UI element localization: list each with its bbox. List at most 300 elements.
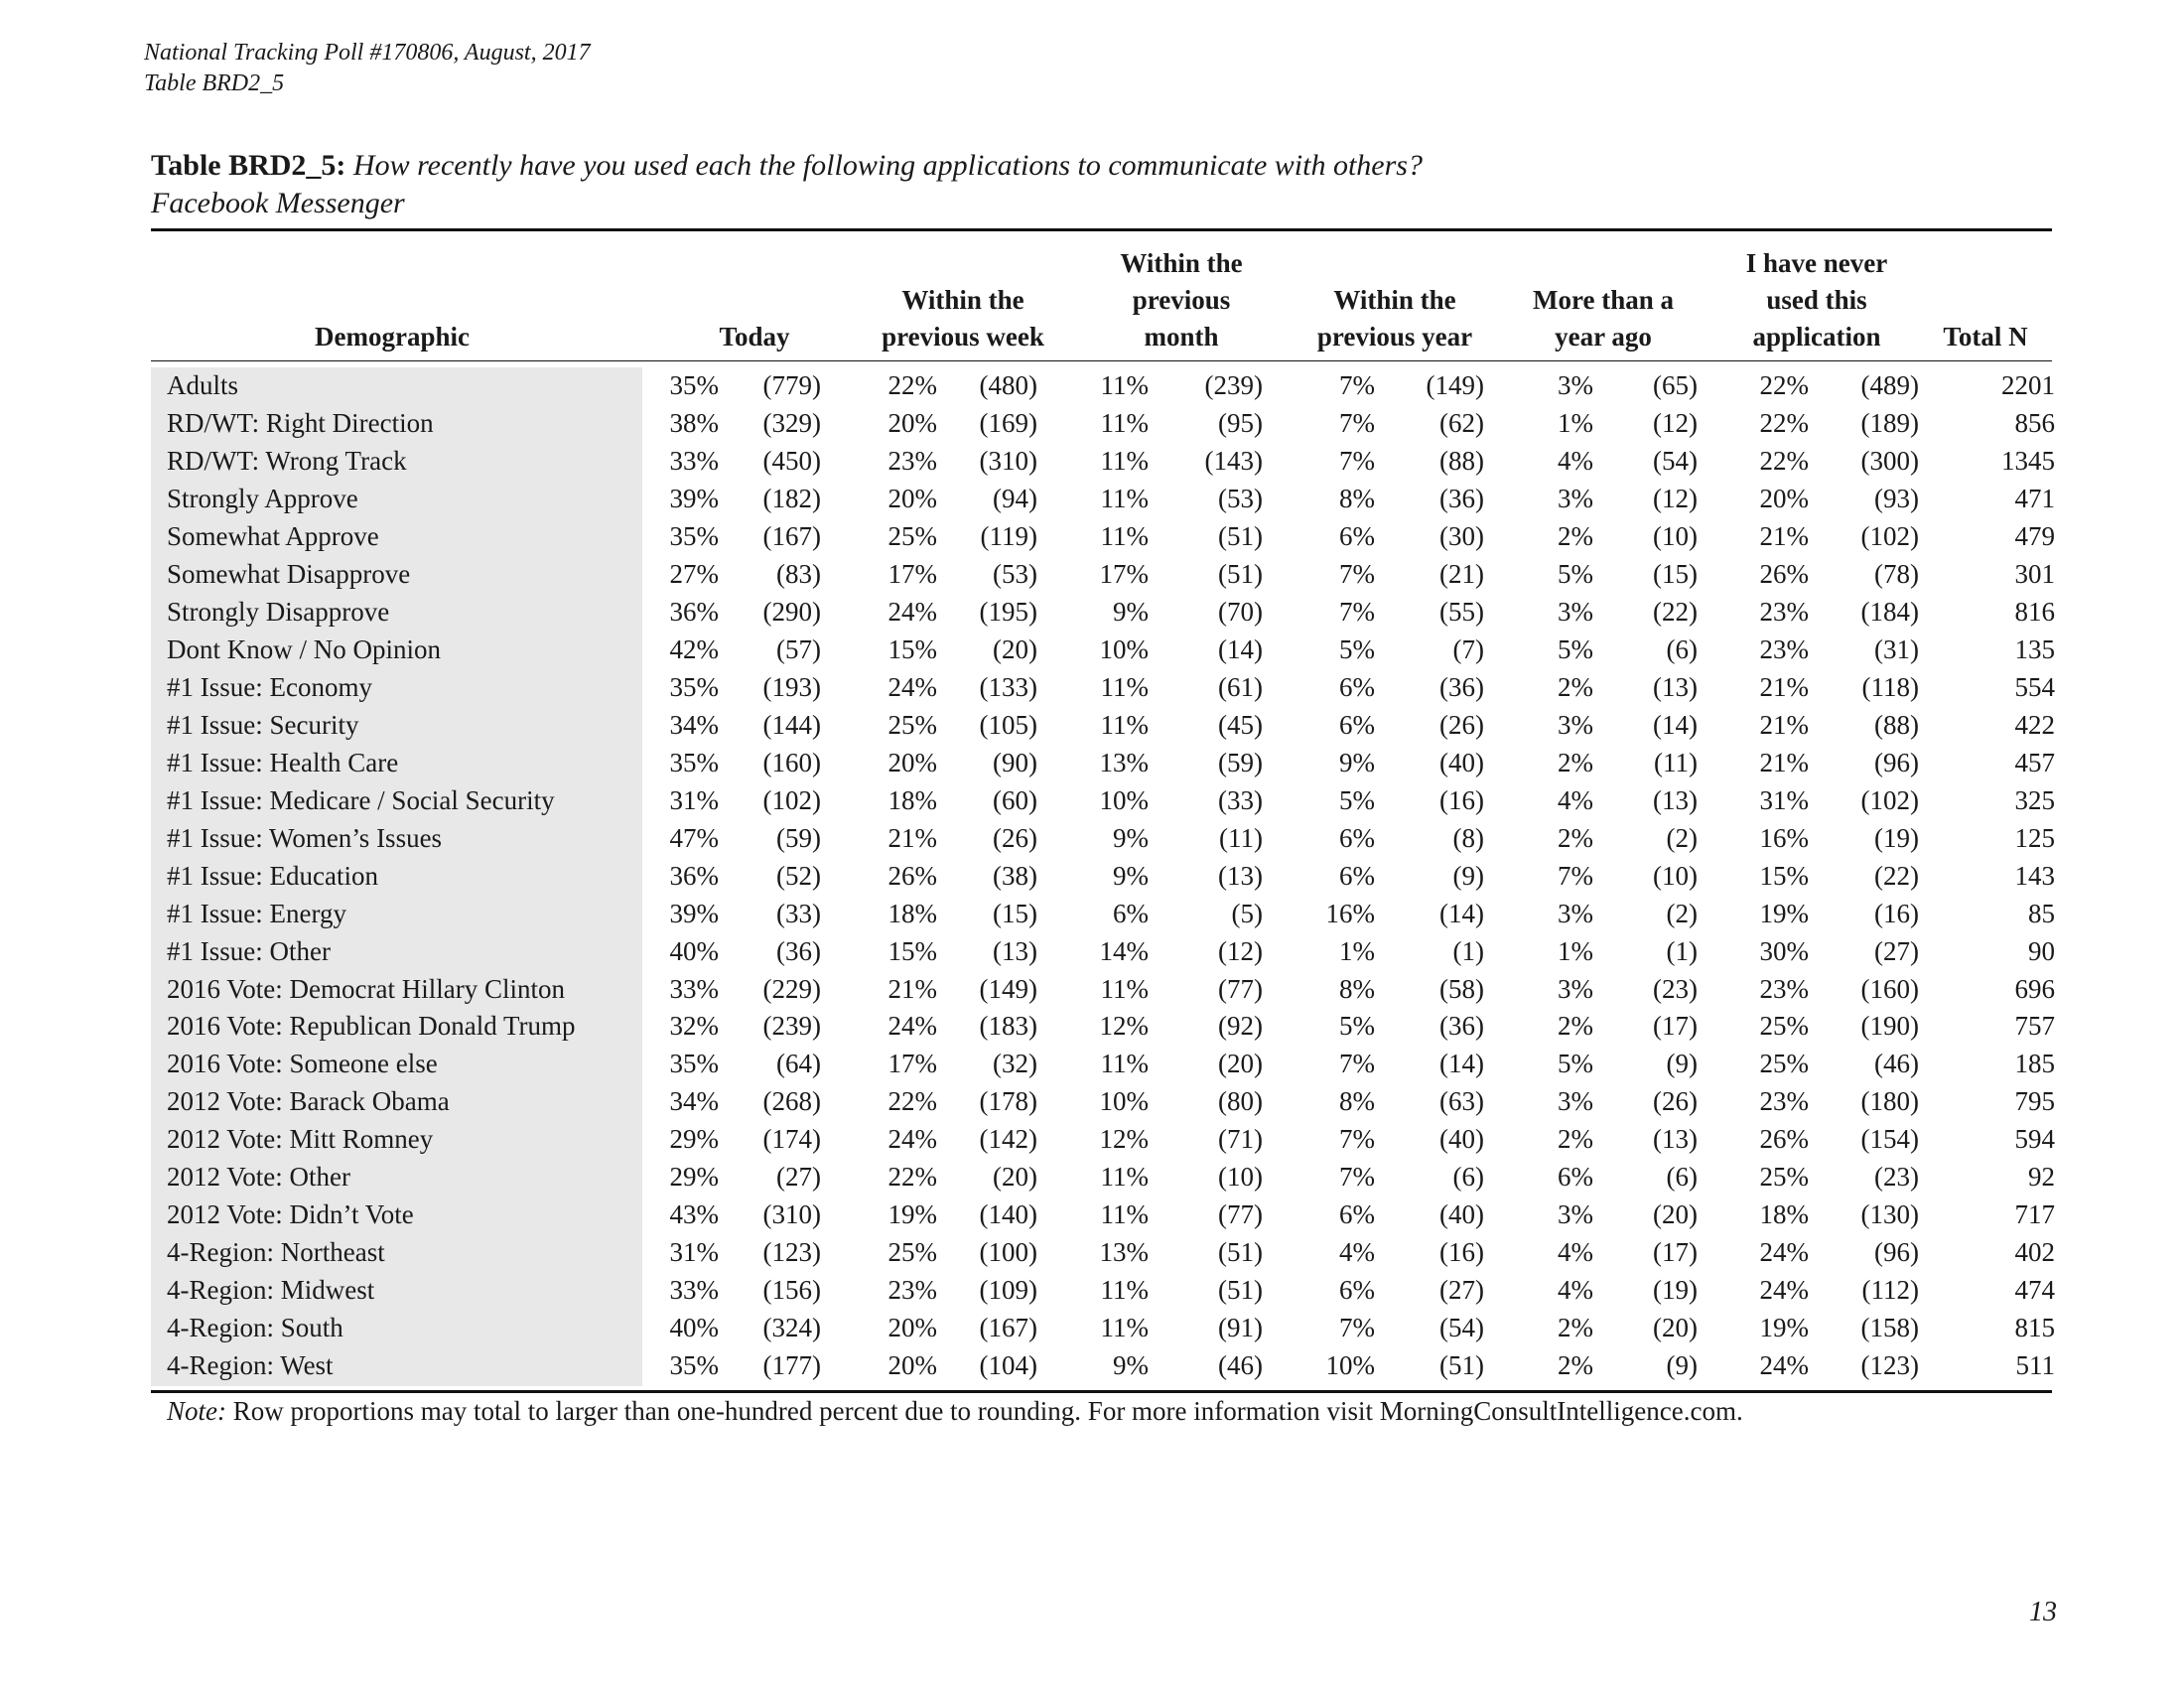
cell-count: (51) [1218,1275,1263,1306]
cell-count: (32) [993,1049,1037,1079]
cell-count: (27) [1874,935,1919,966]
header-previous-month: Within the previous month [1120,248,1243,352]
cell-percent: 4% [1339,1237,1375,1268]
cell-percent: 7% [1339,445,1375,476]
cell-count: (6) [1666,633,1698,664]
cell-count: (20) [993,633,1037,664]
cell-total-n: 125 [2014,822,2055,853]
cell-percent: 36% [669,860,719,891]
table-row [151,896,2055,933]
cell-count: (1) [1666,935,1698,966]
cell-percent: 4% [1558,445,1593,476]
top-rule [151,228,2052,231]
cell-count: (14) [1439,898,1484,928]
cell-count: (19) [1874,822,1919,853]
cell-count: (90) [993,747,1037,777]
cell-count: (40) [1439,1199,1484,1230]
cell-percent: 11% [1100,483,1149,513]
cell-count: (70) [1218,596,1263,627]
table-row [151,1234,2055,1272]
row-demographic: 4-Region: Midwest [167,1275,375,1306]
cell-count: (167) [762,520,821,551]
table-row [151,1046,2055,1083]
row-demographic: 2016 Vote: Someone else [167,1049,438,1079]
cell-percent: 7% [1339,1162,1375,1193]
cell-percent: 18% [1759,1199,1809,1230]
cell-count: (36) [1439,1011,1484,1042]
cell-count: (22) [1874,860,1919,891]
cell-count: (13) [1218,860,1263,891]
cell-percent: 43% [669,1199,719,1230]
cell-percent: 38% [669,407,719,438]
row-demographic: #1 Issue: Energy [167,898,346,928]
footnote [167,1393,1743,1429]
cell-percent: 20% [1759,483,1809,513]
cell-count: (195) [979,596,1037,627]
cell-count: (102) [1860,520,1919,551]
cell-count: (9) [1666,1049,1698,1079]
cell-total-n: 135 [2014,633,2055,664]
cell-total-n: 594 [2014,1124,2055,1155]
cell-percent: 30% [1759,935,1809,966]
cell-percent: 39% [669,898,719,928]
cell-percent: 2% [1558,822,1593,853]
table-row [151,707,2055,745]
cell-percent: 10% [1099,784,1149,815]
cell-count: (184) [1860,596,1919,627]
cell-count: (62) [1439,407,1484,438]
row-demographic: 2012 Vote: Barack Obama [167,1086,450,1117]
cell-percent: 14% [1099,935,1149,966]
cell-percent: 35% [669,747,719,777]
cell-count: (102) [762,784,821,815]
row-demographic: #1 Issue: Other [167,935,331,966]
header-today: Today [719,322,790,352]
cell-count: (38) [993,860,1037,891]
cell-count: (177) [762,1350,821,1381]
row-demographic: #1 Issue: Women’s Issues [167,822,443,853]
cell-count: (20) [1218,1049,1263,1079]
cell-count: (109) [979,1275,1037,1306]
cell-percent: 1% [1558,935,1593,966]
table-row [151,782,2055,820]
cell-total-n: 554 [2014,671,2055,702]
cell-count: (144) [762,709,821,740]
row-demographic: Dont Know / No Opinion [167,633,441,664]
cell-count: (51) [1218,1237,1263,1268]
cell-count: (36) [1439,483,1484,513]
cell-percent: 42% [669,633,719,664]
cell-count: (2) [1666,822,1698,853]
cell-percent: 17% [1099,558,1149,589]
cell-count: (10) [1653,520,1698,551]
cell-percent: 16% [1325,898,1375,928]
cell-total-n: 2201 [2001,370,2055,400]
cell-count: (20) [1653,1313,1698,1343]
cell-percent: 29% [669,1124,719,1155]
cell-percent: 16% [1759,822,1809,853]
cell-percent: 7% [1558,860,1593,891]
cell-percent: 3% [1558,370,1593,400]
cell-count: (88) [1439,445,1484,476]
cell-count: (102) [1860,784,1919,815]
row-demographic: 2016 Vote: Republican Donald Trump [167,1011,576,1042]
cell-count: (45) [1218,709,1263,740]
cell-percent: 25% [1759,1011,1809,1042]
cell-count: (329) [762,407,821,438]
table-row [151,443,2055,481]
cell-count: (324) [762,1313,821,1343]
table-row [151,971,2055,1009]
cell-percent: 25% [1759,1049,1809,1079]
cell-percent: 18% [887,784,937,815]
cell-percent: 11% [1100,370,1149,400]
cell-count: (54) [1439,1313,1484,1343]
cell-percent: 23% [887,1275,937,1306]
cell-count: (65) [1653,370,1698,400]
cell-percent: 17% [887,558,937,589]
cell-count: (11) [1654,747,1698,777]
cell-percent: 2% [1558,747,1593,777]
cell-count: (53) [1218,483,1263,513]
cell-percent: 2% [1558,1124,1593,1155]
cell-count: (160) [762,747,821,777]
cell-percent: 4% [1558,784,1593,815]
cell-count: (178) [979,1086,1037,1117]
table-row [151,594,2055,632]
header-rule [151,360,2052,361]
cell-count: (21) [1439,558,1484,589]
cell-count: (149) [1426,370,1484,400]
table-row [151,632,2055,669]
cell-percent: 9% [1113,860,1149,891]
cell-percent: 12% [1099,1011,1149,1042]
cell-count: (59) [776,822,821,853]
table-row [151,481,2055,518]
cell-percent: 3% [1558,483,1593,513]
cell-count: (310) [762,1199,821,1230]
cell-count: (5) [1231,898,1263,928]
cell-percent: 6% [1339,822,1375,853]
row-demographic: #1 Issue: Health Care [167,747,399,777]
cell-count: (480) [979,370,1037,400]
cell-percent: 8% [1339,1086,1375,1117]
cell-count: (17) [1653,1011,1698,1042]
cell-percent: 6% [1558,1162,1593,1193]
cell-percent: 6% [1339,671,1375,702]
cell-count: (160) [1860,973,1919,1004]
cell-percent: 22% [887,1162,937,1193]
cell-percent: 9% [1113,1350,1149,1381]
cell-count: (91) [1218,1313,1263,1343]
cell-count: (13) [993,935,1037,966]
cell-count: (167) [979,1313,1037,1343]
cell-percent: 24% [887,1011,937,1042]
cell-percent: 5% [1558,633,1593,664]
cell-count: (180) [1860,1086,1919,1117]
cell-count: (40) [1439,747,1484,777]
cell-percent: 33% [669,1275,719,1306]
cell-count: (22) [1653,596,1698,627]
cell-count: (100) [979,1237,1037,1268]
cell-percent: 11% [1100,1199,1149,1230]
row-demographic: Strongly Approve [167,483,358,513]
cell-total-n: 325 [2014,784,2055,815]
cell-percent: 6% [1339,520,1375,551]
cell-count: (229) [762,973,821,1004]
cell-total-n: 457 [2014,747,2055,777]
cell-count: (149) [979,973,1037,1004]
cell-percent: 11% [1100,973,1149,1004]
cell-total-n: 402 [2014,1237,2055,1268]
cell-total-n: 717 [2014,1199,2055,1230]
cell-percent: 3% [1558,1086,1593,1117]
table-title-label: Table BRD2_5: [151,149,346,182]
cell-total-n: 471 [2014,483,2055,513]
cell-total-n: 185 [2014,1049,2055,1079]
table-row [151,745,2055,782]
header-previous-week: Within the previous week [882,285,1044,352]
row-demographic: #1 Issue: Medicare / Social Security [167,784,555,815]
cell-percent: 23% [1759,973,1809,1004]
cell-percent: 20% [887,1350,937,1381]
cell-percent: 13% [1099,747,1149,777]
cell-total-n: 511 [2015,1350,2055,1381]
cell-count: (15) [1653,558,1698,589]
cell-total-n: 92 [2028,1162,2055,1193]
cell-percent: 7% [1339,558,1375,589]
cell-percent: 11% [1100,709,1149,740]
cell-percent: 34% [669,709,719,740]
table-row [151,1310,2055,1347]
cell-percent: 33% [669,973,719,1004]
cell-count: (15) [993,898,1037,928]
row-demographic: Somewhat Disapprove [167,558,411,589]
cell-total-n: 301 [2014,558,2055,589]
cell-percent: 9% [1113,822,1149,853]
cell-percent: 15% [887,633,937,664]
cell-count: (112) [1861,1275,1919,1306]
cell-percent: 23% [1759,1086,1809,1117]
cell-percent: 1% [1339,935,1375,966]
cell-count: (23) [1874,1162,1919,1193]
cell-count: (9) [1666,1350,1698,1381]
cell-count: (193) [762,671,821,702]
cell-count: (268) [762,1086,821,1117]
cell-percent: 10% [1325,1350,1375,1381]
cell-percent: 31% [1759,784,1809,815]
table-row [151,669,2055,707]
cell-percent: 7% [1339,596,1375,627]
cell-count: (93) [1874,483,1919,513]
cell-percent: 10% [1099,1086,1149,1117]
cell-count: (54) [1653,445,1698,476]
cell-count: (12) [1653,407,1698,438]
cell-count: (57) [776,633,821,664]
cell-total-n: 422 [2014,709,2055,740]
cell-count: (16) [1439,784,1484,815]
cell-percent: 35% [669,1350,719,1381]
header-year-ago: More than a year ago [1533,285,1674,352]
table-row [151,1159,2055,1196]
cell-percent: 35% [669,671,719,702]
cell-percent: 3% [1558,898,1593,928]
cell-count: (119) [980,520,1037,551]
cell-percent: 25% [887,1237,937,1268]
cell-percent: 24% [887,671,937,702]
cell-percent: 7% [1339,1049,1375,1079]
cell-total-n: 856 [2014,407,2055,438]
cell-percent: 3% [1558,1199,1593,1230]
cell-count: (489) [1860,370,1919,400]
cell-count: (156) [762,1275,821,1306]
cell-percent: 7% [1339,407,1375,438]
cell-count: (133) [979,671,1037,702]
cell-percent: 5% [1339,1011,1375,1042]
cell-count: (154) [1860,1124,1919,1155]
page-number: 13 [2029,1597,2057,1627]
cell-count: (51) [1218,558,1263,589]
cell-count: (51) [1218,520,1263,551]
cell-percent: 3% [1558,709,1593,740]
cell-count: (290) [762,596,821,627]
cell-percent: 7% [1339,1124,1375,1155]
cell-count: (77) [1218,1199,1263,1230]
cell-count: (20) [1653,1199,1698,1230]
cell-count: (183) [979,1011,1037,1042]
table-row [151,556,2055,594]
cell-percent: 31% [669,784,719,815]
cell-count: (6) [1666,1162,1698,1193]
row-demographic: Strongly Disapprove [167,596,390,627]
data-table [151,367,2055,1385]
header-demographic: Demographic [315,322,470,352]
table-row [151,518,2055,556]
cell-percent: 6% [1339,1199,1375,1230]
cell-percent: 20% [887,747,937,777]
cell-percent: 5% [1339,633,1375,664]
cell-count: (174) [762,1124,821,1155]
cell-percent: 5% [1558,1049,1593,1079]
cell-count: (59) [1218,747,1263,777]
cell-count: (9) [1452,860,1484,891]
cell-count: (12) [1218,935,1263,966]
cell-percent: 34% [669,1086,719,1117]
cell-percent: 3% [1558,596,1593,627]
cell-count: (123) [762,1237,821,1268]
cell-percent: 35% [669,520,719,551]
cell-count: (8) [1452,822,1484,853]
cell-count: (96) [1874,1237,1919,1268]
cell-total-n: 479 [2014,520,2055,551]
row-demographic: 4-Region: West [167,1350,334,1381]
cell-total-n: 816 [2014,596,2055,627]
row-demographic: RD/WT: Right Direction [167,407,434,438]
cell-percent: 13% [1099,1237,1149,1268]
cell-count: (26) [993,822,1037,853]
cell-percent: 21% [887,973,937,1004]
cell-percent: 8% [1339,483,1375,513]
cell-percent: 11% [1100,1275,1149,1306]
cell-percent: 11% [1100,520,1149,551]
cell-count: (182) [762,483,821,513]
cell-percent: 3% [1558,973,1593,1004]
row-demographic: 2012 Vote: Mitt Romney [167,1124,434,1155]
cell-count: (189) [1860,407,1919,438]
cell-count: (2) [1666,898,1698,928]
cell-percent: 40% [669,935,719,966]
cell-percent: 19% [1759,898,1809,928]
cell-percent: 19% [1759,1313,1809,1343]
cell-count: (51) [1439,1350,1484,1381]
cell-count: (61) [1218,671,1263,702]
cell-count: (7) [1452,633,1484,664]
cell-percent: 11% [1100,407,1149,438]
cell-percent: 20% [887,407,937,438]
row-demographic: RD/WT: Wrong Track [167,445,407,476]
cell-percent: 12% [1099,1124,1149,1155]
cell-count: (88) [1874,709,1919,740]
cell-percent: 21% [1759,520,1809,551]
table-question: How recently have you used each the following applications to communicate with others? [352,149,1423,182]
cell-count: (78) [1874,558,1919,589]
cell-percent: 11% [1100,1049,1149,1079]
cell-percent: 26% [1759,558,1809,589]
cell-total-n: 696 [2014,973,2055,1004]
cell-percent: 2% [1558,671,1593,702]
cell-percent: 9% [1339,747,1375,777]
cell-percent: 6% [1339,709,1375,740]
cell-count: (190) [1860,1011,1919,1042]
running-header-table: Table BRD2_5 [144,70,285,96]
cell-percent: 39% [669,483,719,513]
cell-count: (63) [1439,1086,1484,1117]
header-previous-year: Within the previous year [1316,285,1473,352]
row-demographic: 2016 Vote: Democrat Hillary Clinton [167,973,565,1004]
cell-count: (123) [1860,1350,1919,1381]
cell-percent: 24% [887,1124,937,1155]
cell-percent: 6% [1339,1275,1375,1306]
cell-percent: 4% [1558,1275,1593,1306]
cell-count: (14) [1439,1049,1484,1079]
cell-percent: 24% [887,596,937,627]
cell-total-n: 90 [2028,935,2055,966]
cell-percent: 47% [669,822,719,853]
cell-count: (96) [1874,747,1919,777]
cell-percent: 8% [1339,973,1375,1004]
cell-count: (27) [776,1162,821,1193]
cell-percent: 19% [887,1199,937,1230]
cell-count: (23) [1653,973,1698,1004]
cell-percent: 2% [1558,1011,1593,1042]
cell-percent: 21% [1759,747,1809,777]
cell-percent: 25% [887,709,937,740]
cell-percent: 5% [1558,558,1593,589]
cell-percent: 17% [887,1049,937,1079]
cell-count: (77) [1218,973,1263,1004]
cell-percent: 24% [1759,1275,1809,1306]
cell-percent: 6% [1339,860,1375,891]
cell-percent: 2% [1558,520,1593,551]
cell-count: (46) [1874,1049,1919,1079]
cell-percent: 7% [1339,1313,1375,1343]
cell-count: (40) [1439,1124,1484,1155]
cell-percent: 9% [1113,596,1149,627]
header-never-used: I have never used this application [1745,248,1888,352]
cell-count: (10) [1653,860,1698,891]
cell-percent: 11% [1100,671,1149,702]
cell-percent: 23% [1759,633,1809,664]
